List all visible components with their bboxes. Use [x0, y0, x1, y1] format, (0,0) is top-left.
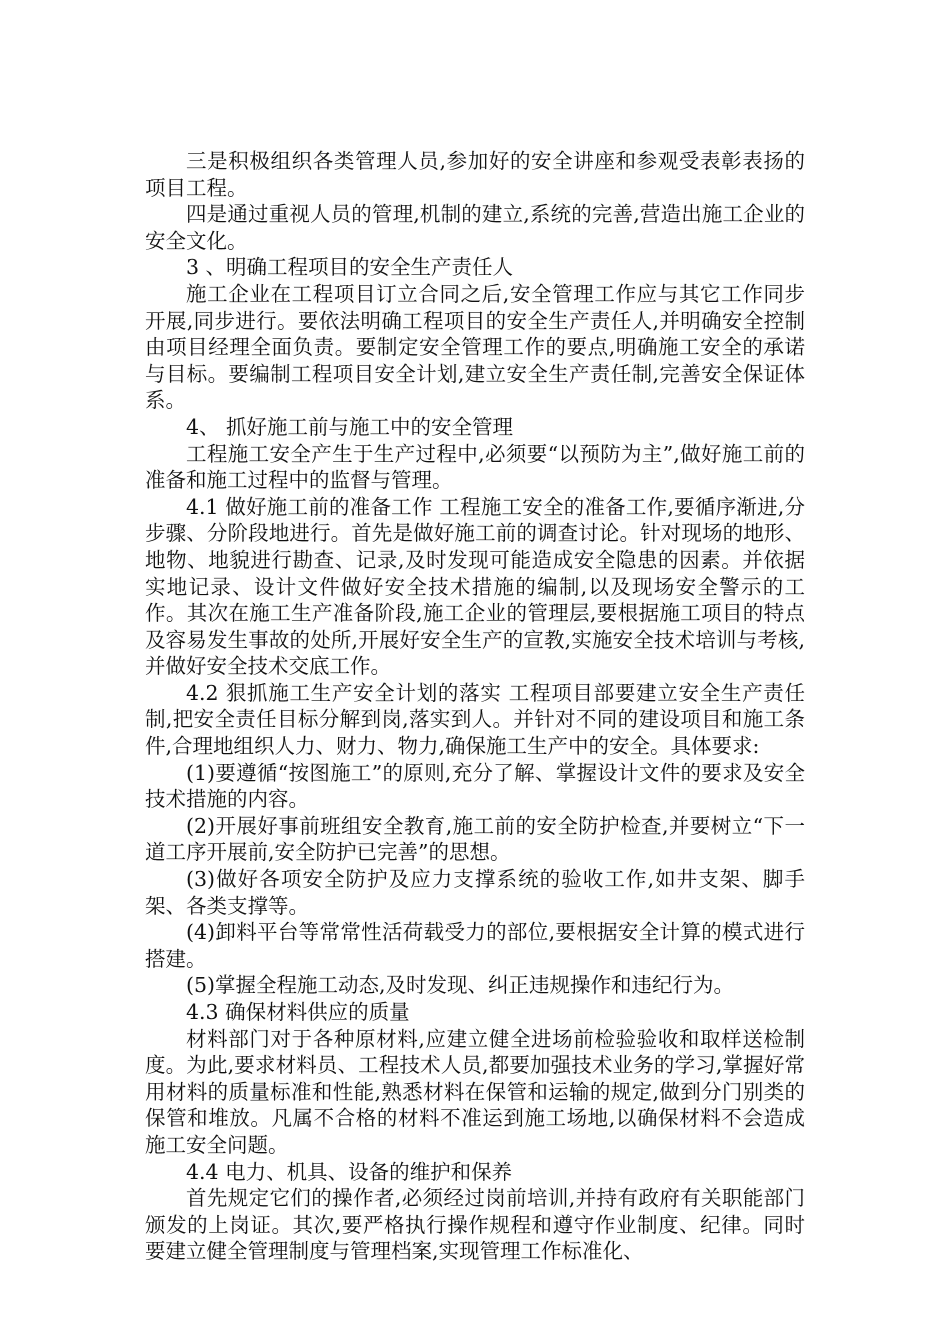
paragraph-1: 三是积极组织各类管理人员,参加好的安全讲座和参观受表彰表扬的项目工程。	[145, 149, 805, 200]
paragraph-4-3: 材料部门对于各种原材料,应建立健全进场前检验验收和取样送检制度。为此,要求材料员、工程技术人员,都要加强技术业务的学习,掌握好常用材料的质量标准和性能,熟悉材料在保管和运输的规定,做到分门别类的保管和堆放。凡属不合格的材料不准运到施工场地,以确保材料不会造成施工安全问题。	[145, 1026, 805, 1157]
section-heading-4-4: 4.4 电力、机具、设备的维护和保养	[186, 1159, 513, 1184]
list-item-5: (5)掌握全程施工动态,及时发现、纠正违规操作和违纪行为。	[186, 973, 735, 998]
list-item-2: (2)开展好事前班组安全教育,施工前的安全防护检查,并要树立“下一道工序开展前,安全防护已完善”的思想。	[145, 813, 805, 865]
list-item-4: (4)卸料平台等常常性活荷载受力的部位,要根据安全计算的模式进行搭建。	[145, 920, 805, 971]
section-heading-4: 4、 抓好施工前与施工中的安全管理	[186, 414, 514, 439]
paragraph-4-4: 首先规定它们的操作者,必须经过岗前培训,并持有政府有关职能部门颁发的上岗证。其次,要严格执行操作规程和遵守作业制度、纪律。同时要建立健全管理制度与管理档案,实现管理工作标准化、	[145, 1186, 805, 1264]
paragraph-4-1: 4.1 做好施工前的准备工作 工程施工安全的准备工作,要循序渐进,分步骤、分阶段地进行。首先是做好施工前的调查讨论。针对现场的地形、地物、地貌进行勘查、记录,及时发现可能造成安全隐患的因素。并依据实地记录、设计文件做好安全技术措施的编制,以及现场安全警示的工作。其次在施工生产准备阶段,施工企业的管理层,要根据施工项目的特点及容易发生事故的处所,开展好安全生产的宣教,实施安全技术培训与考核,并做好安全技术交底工作。	[145, 494, 805, 679]
list-item-1: (1)要遵循“按图施工”的原则,充分了解、掌握设计文件的要求及安全技术措施的内容。	[145, 760, 805, 812]
document-body	[145, 148, 805, 1265]
list-item-3: (3)做好各项安全防护及应力支撑系统的验收工作,如井支架、脚手架、各类支撑等。	[145, 867, 805, 918]
paragraph-3: 施工企业在工程项目订立合同之后,安全管理工作应与其它工作同步开展,同步进行。要依法明确工程项目的安全生产责任人,并明确安全控制由项目经理全面负责。要制定安全管理工作的要点,明确施工安全的承诺与目标。要编制工程项目安全计划,建立安全生产责任制,完善安全保证体系。	[145, 281, 805, 413]
section-heading-4-3: 4.3 确保材料供应的质量	[186, 1000, 410, 1024]
section-heading-3: 3 、明确工程项目的安全生产责任人	[186, 255, 514, 280]
paragraph-4: 工程施工安全产生于生产过程中,必须要“以预防为主”,做好施工前的准备和施工过程中的监督与管理。	[145, 441, 805, 493]
paragraph-4-2: 4.2 狠抓施工生产安全计划的落实 工程项目部要建立安全生产责任制,把安全责任目标分解到岗,落实到人。并针对不同的建设项目和施工条件,合理地组织人力、财力、物力,确保施工生产中的安全。具体要求:	[145, 680, 805, 759]
paragraph-2: 四是通过重视人员的管理,机制的建立,系统的完善,营造出施工企业的安全文化。	[145, 202, 805, 253]
